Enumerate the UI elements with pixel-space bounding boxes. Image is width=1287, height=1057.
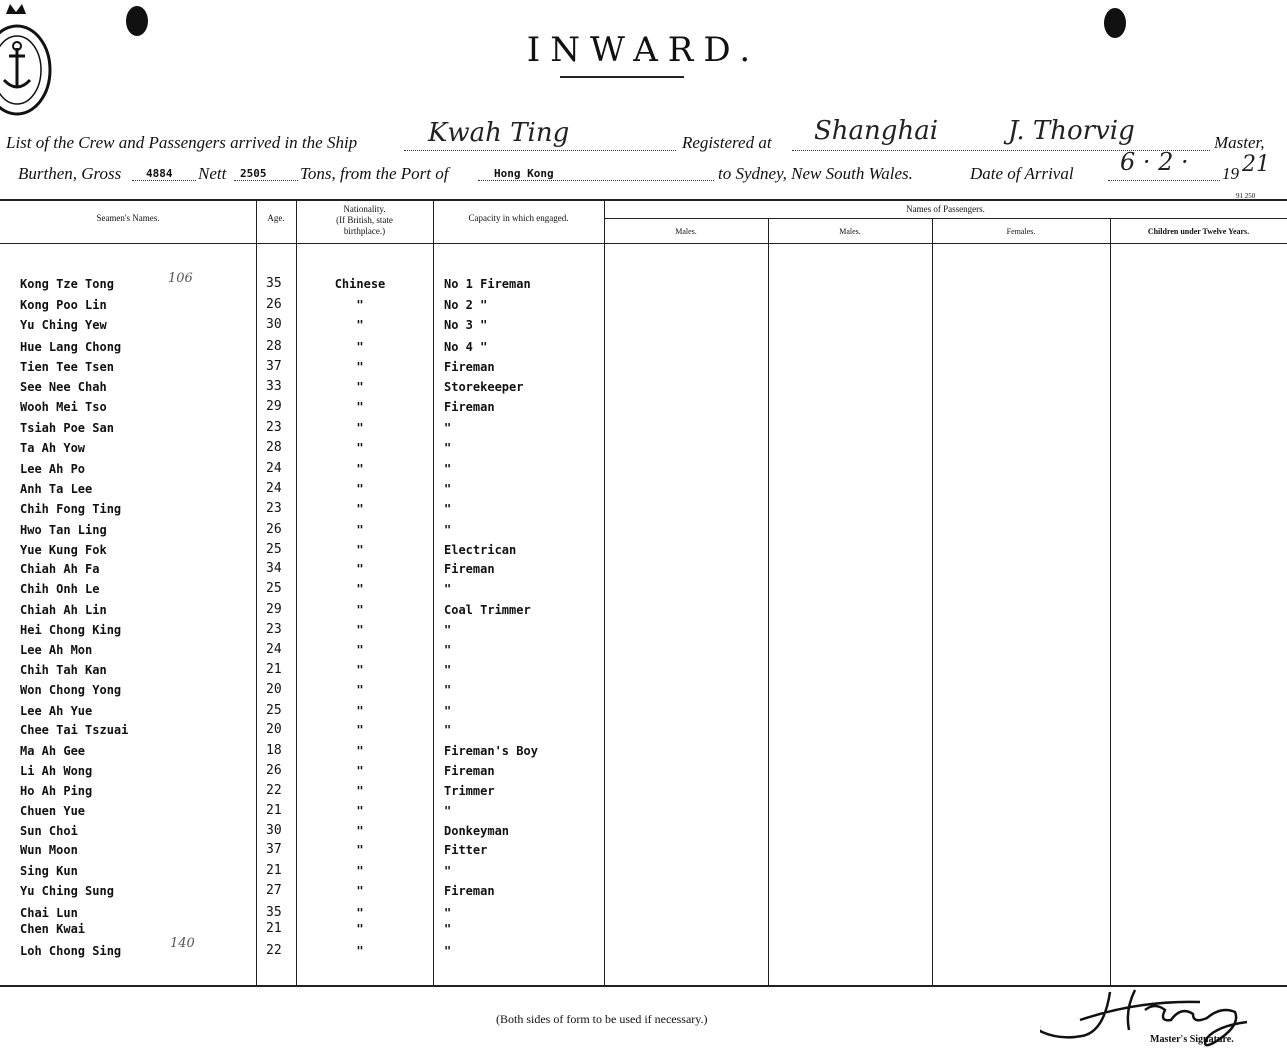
nett-label: Nett xyxy=(198,164,227,183)
crew-name: Kong Tze Tong xyxy=(20,277,114,291)
crew-capacity: No 4 " xyxy=(444,340,488,354)
crew-capacity: Fitter xyxy=(444,843,488,857)
crew-nationality: " xyxy=(356,603,364,617)
col-divider-males2 xyxy=(768,219,769,985)
crew-name: Kong Poo Lin xyxy=(20,298,107,312)
col-head-capacity: Capacity in which engaged. xyxy=(468,213,569,223)
crew-capacity: " xyxy=(444,502,452,516)
crew-nationality: Chinese xyxy=(334,277,386,291)
crew-nationality: " xyxy=(356,340,364,354)
crew-name: Yu Ching Yew xyxy=(20,318,107,332)
crew-nationality: " xyxy=(356,562,364,576)
crew-name: Yue Kung Fok xyxy=(20,543,107,557)
crew-capacity: Coal Trimmer xyxy=(444,603,531,617)
tons-port-label: Tons, from the Port of xyxy=(300,164,449,183)
header-line1-label: List of the Crew and Passengers arrived in the Ship xyxy=(6,133,358,152)
crew-nationality: " xyxy=(356,804,364,818)
from-port-value: Hong Kong xyxy=(494,167,554,180)
crew-nationality: " xyxy=(356,441,364,455)
crew-nationality: " xyxy=(356,906,364,920)
header-bottom-rule xyxy=(0,243,1287,244)
crew-age: 24 xyxy=(266,481,282,496)
crew-age: 18 xyxy=(266,743,282,758)
crew-capacity: " xyxy=(444,623,452,637)
crew-age: 35 xyxy=(266,905,282,920)
crew-name: Hei Chong King xyxy=(20,623,122,637)
crew-age: 21 xyxy=(266,863,282,878)
crew-nationality: " xyxy=(356,523,364,537)
crew-name: Lee Ah Yue xyxy=(20,704,93,718)
crew-age: 21 xyxy=(266,921,282,936)
crew-age: 28 xyxy=(266,440,282,455)
crew-name: Ta Ah Yow xyxy=(20,441,86,455)
master-label: Master, xyxy=(1214,133,1265,152)
master-name: J. Thorvig xyxy=(1008,116,1135,146)
gross-value: 4884 xyxy=(146,167,173,180)
passenger-head-rule xyxy=(604,218,1287,219)
crew-capacity: Fireman xyxy=(444,764,495,778)
form-code: 91 250 xyxy=(1236,192,1256,200)
year-suffix: 21 xyxy=(1242,152,1270,177)
crew-name: Lee Ah Mon xyxy=(20,643,93,657)
port-fill xyxy=(478,180,714,181)
crew-nationality: " xyxy=(356,824,364,838)
col-divider-females xyxy=(932,219,933,985)
col-head-males-2: Males. xyxy=(839,227,861,236)
crew-age: 21 xyxy=(266,803,282,818)
crew-nationality: " xyxy=(356,623,364,637)
crew-name: Chiah Ah Fa xyxy=(20,562,100,576)
crew-age: 24 xyxy=(266,642,282,657)
col-divider-capacity xyxy=(604,200,605,985)
crew-age: 35 xyxy=(266,276,282,291)
crew-age: 25 xyxy=(266,581,282,596)
crew-capacity: No 2 " xyxy=(444,298,488,312)
crew-name: Chee Tai Tszuai xyxy=(20,723,129,737)
nationality-line1: Nationality. xyxy=(343,204,386,214)
crew-name: Won Chong Yong xyxy=(20,683,122,697)
crew-name: Chiah Ah Lin xyxy=(20,603,107,617)
both-sides-note: (Both sides of form to be used if necessary.) xyxy=(496,1012,708,1026)
crew-name: Chih Onh Le xyxy=(20,582,100,596)
arrival-label: Date of Arrival xyxy=(970,164,1074,183)
crew-age: 25 xyxy=(266,542,282,557)
crew-age: 22 xyxy=(266,783,282,798)
crew-nationality: " xyxy=(356,784,364,798)
year-prefix: 19 xyxy=(1222,164,1239,183)
crew-name: Ma Ah Gee xyxy=(20,744,86,758)
crew-nationality: " xyxy=(356,884,364,898)
crew-nationality: " xyxy=(356,380,364,394)
crew-name: Chih Fong Ting xyxy=(20,502,122,516)
crew-name: Anh Ta Lee xyxy=(20,482,93,496)
nationality-line2: (If British, state xyxy=(336,215,393,225)
ship-name: Kwah Ting xyxy=(428,118,570,148)
crew-age: 26 xyxy=(266,763,282,778)
crew-age: 26 xyxy=(266,297,282,312)
crew-capacity: " xyxy=(444,663,452,677)
crew-age: 21 xyxy=(266,662,282,677)
crew-age: 30 xyxy=(266,823,282,838)
crew-name: Chuen Yue xyxy=(20,804,86,818)
registered-at-value: Shanghai xyxy=(814,116,939,146)
crew-age: 20 xyxy=(266,682,282,697)
crew-capacity: Donkeyman xyxy=(444,824,510,838)
table-top-rule xyxy=(0,199,1287,201)
crew-age: 20 xyxy=(266,722,282,737)
ship-name-fill xyxy=(404,150,676,151)
col-divider-nationality xyxy=(433,200,434,985)
crew-age: 24 xyxy=(266,461,282,476)
col-head-age: Age. xyxy=(267,213,285,223)
crew-name: Chai Lun xyxy=(20,906,78,920)
title-underline xyxy=(560,76,684,78)
to-sydney-label: to Sydney, New South Wales. xyxy=(718,164,913,183)
col-head-females: Females. xyxy=(1006,227,1036,236)
crew-age: 37 xyxy=(266,842,282,857)
burthen-gross-label: Burthen, Gross xyxy=(18,164,122,183)
crew-capacity: Fireman xyxy=(444,360,495,374)
col-divider-name xyxy=(256,200,257,985)
crew-nationality: " xyxy=(356,298,364,312)
crew-name: Loh Chong Sing xyxy=(20,944,122,958)
crew-name: See Nee Chah xyxy=(20,380,107,394)
crew-age: 30 xyxy=(266,317,282,332)
col-head-children: Children under Twelve Years. xyxy=(1147,227,1250,236)
crew-capacity: " xyxy=(444,944,452,958)
crew-nationality: " xyxy=(356,543,364,557)
crew-nationality: " xyxy=(356,843,364,857)
crew-name: Ho Ah Ping xyxy=(20,784,93,798)
crew-nationality: " xyxy=(356,643,364,657)
crew-age: 27 xyxy=(266,883,282,898)
crew-capacity: " xyxy=(444,906,452,920)
crew-name: Wooh Mei Tso xyxy=(20,400,107,414)
arrival-date: 6 · 2 · xyxy=(1120,148,1189,176)
crew-nationality: " xyxy=(356,502,364,516)
crew-age: 29 xyxy=(266,399,282,414)
nett-fill xyxy=(234,180,298,181)
crew-name: Hwo Tan Ling xyxy=(20,523,107,537)
col-head-passengers: Names of Passengers. xyxy=(906,204,985,214)
crew-nationality: " xyxy=(356,944,364,958)
crew-name: Chen Kwai xyxy=(20,922,86,936)
crew-nationality: " xyxy=(356,663,364,677)
crew-age: 25 xyxy=(266,703,282,718)
crew-nationality: " xyxy=(356,400,364,414)
nett-value: 2505 xyxy=(240,167,267,180)
crew-capacity: " xyxy=(444,723,452,737)
crew-nationality: " xyxy=(356,482,364,496)
crew-name: Sun Choi xyxy=(20,824,78,838)
crew-nationality: " xyxy=(356,723,364,737)
crew-capacity: Fireman's Boy xyxy=(444,744,538,758)
nationality-line3: birthplace.) xyxy=(343,226,386,236)
crew-age: 28 xyxy=(266,339,282,354)
crew-capacity: " xyxy=(444,804,452,818)
crew-name: Sing Kun xyxy=(20,864,78,878)
crew-capacity: Electrican xyxy=(444,543,517,557)
crew-name: Chih Tah Kan xyxy=(20,663,107,677)
crew-capacity: " xyxy=(444,421,452,435)
crew-capacity: No 1 Fireman xyxy=(444,277,531,291)
crew-name: Li Ah Wong xyxy=(20,764,93,778)
master-signature-label: Master's Signature. xyxy=(1150,1034,1234,1045)
col-divider-children xyxy=(1110,219,1111,985)
crew-capacity: " xyxy=(444,864,452,878)
crew-capacity: Fireman xyxy=(444,884,495,898)
crew-age: 23 xyxy=(266,501,282,516)
crew-capacity: Storekeeper xyxy=(444,380,524,394)
crew-capacity: Fireman xyxy=(444,400,495,414)
crew-capacity: " xyxy=(444,922,452,936)
crew-age: 23 xyxy=(266,622,282,637)
crew-nationality: " xyxy=(356,318,364,332)
crew-name: Wun Moon xyxy=(20,843,78,857)
crew-name: Tien Tee Tsen xyxy=(20,360,114,374)
crew-age: 23 xyxy=(266,420,282,435)
crew-age: 29 xyxy=(266,602,282,617)
col-head-nationality xyxy=(296,204,433,237)
col-head-males-1: Males. xyxy=(675,227,697,236)
arrival-fill xyxy=(1108,180,1220,181)
crew-capacity: " xyxy=(444,523,452,537)
crew-nationality: " xyxy=(356,683,364,697)
crew-age: 33 xyxy=(266,379,282,394)
registered-at-label: Registered at xyxy=(682,133,772,152)
crew-capacity: " xyxy=(444,482,452,496)
crew-name: Yu Ching Sung xyxy=(20,884,114,898)
crew-nationality: " xyxy=(356,704,364,718)
crew-age: 26 xyxy=(266,522,282,537)
crew-age: 34 xyxy=(266,561,282,576)
crew-name: Hue Lang Chong xyxy=(20,340,122,354)
crew-capacity: Fireman xyxy=(444,562,495,576)
crew-capacity: " xyxy=(444,683,452,697)
crew-nationality: " xyxy=(356,421,364,435)
crew-name: Tsiah Poe San xyxy=(20,421,114,435)
gross-fill xyxy=(132,180,196,181)
crew-nationality: " xyxy=(356,764,364,778)
crew-nationality: " xyxy=(356,582,364,596)
margin-count-bottom: 140 xyxy=(170,936,195,951)
crew-nationality: " xyxy=(356,360,364,374)
form-title: INWARD. xyxy=(526,30,761,70)
crew-capacity: " xyxy=(444,462,452,476)
crew-capacity: " xyxy=(444,643,452,657)
col-divider-age xyxy=(296,200,297,985)
crew-age: 22 xyxy=(266,943,282,958)
col-head-names: Seamen's Names. xyxy=(96,213,160,223)
crew-name: Lee Ah Po xyxy=(20,462,86,476)
crew-capacity: No 3 " xyxy=(444,318,488,332)
crew-capacity: " xyxy=(444,441,452,455)
crew-nationality: " xyxy=(356,462,364,476)
crew-nationality: " xyxy=(356,864,364,878)
crew-capacity: Trimmer xyxy=(444,784,495,798)
crew-age: 37 xyxy=(266,359,282,374)
crew-capacity: " xyxy=(444,582,452,596)
crew-capacity: " xyxy=(444,704,452,718)
crew-nationality: " xyxy=(356,922,364,936)
margin-count-top: 106 xyxy=(168,271,193,286)
crew-nationality: " xyxy=(356,744,364,758)
